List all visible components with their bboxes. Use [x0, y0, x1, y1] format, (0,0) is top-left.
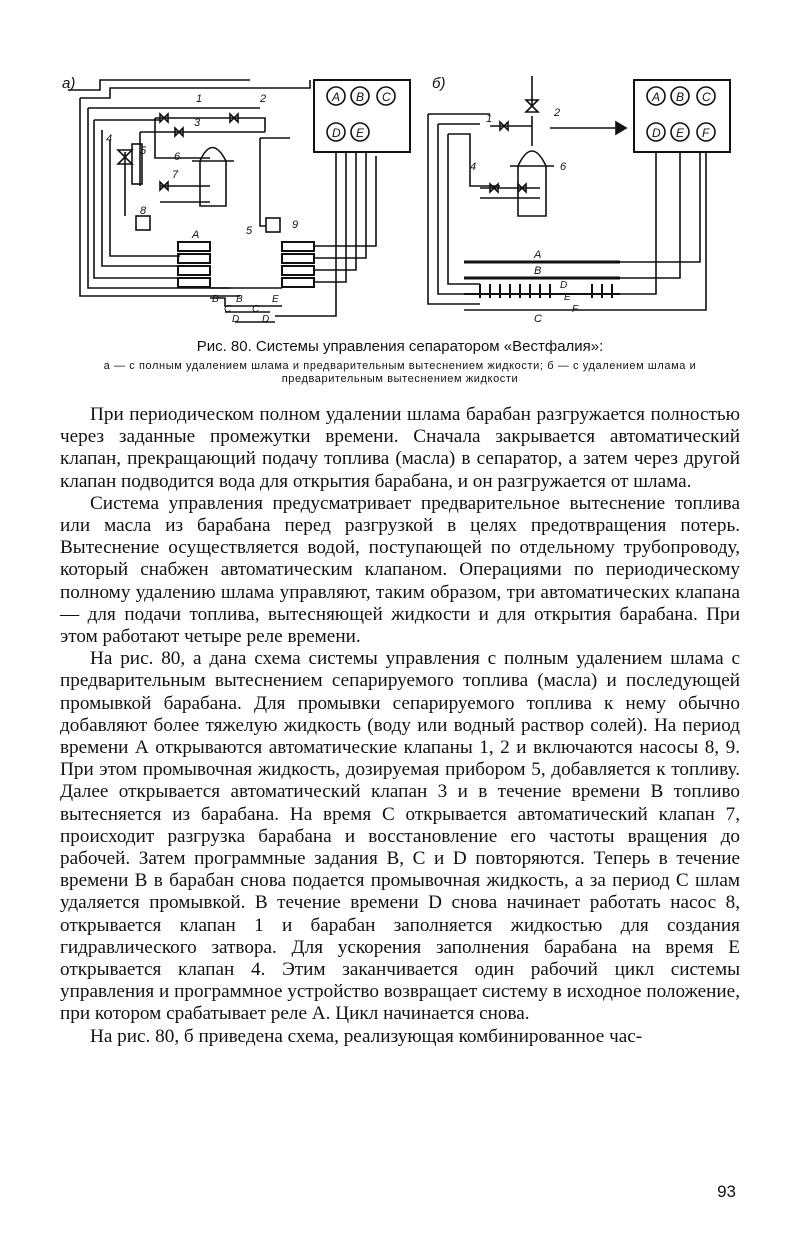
pump-8 [136, 216, 150, 230]
label-4-b: 4 [470, 161, 477, 173]
paragraph-3: На рис. 80, а дана схема системы управления с полным удалением шлама с предварительным вытеснением сепарируемого топлива (масла) и последующей промывкой барабана. Для промывки сепарируемого топлива к нему обычно добавляют более тяжелую жидкость (воду или водный раствор солей). На период времени А открываются автоматические клапаны 1, 2 и включаются насосы 8, 9. При этом промывочная жидкость, дозируемая прибором 5, добавляется к топливу. Далее открывается автоматический клапан 3 и в течение времени В топливо вытесняется из барабана. На время С открывается автоматический клапан 7, происходит разгрузка барабана и восстановление его частоты вращения до рабочей. Затем программные задания В, С и D повторяются. Теперь в течение времени В в барабан снова подается промывочная жидкость, а за период С шлам удаляется промывкой. В течение времени D снова начинает работать насос 8, открывается клапан 1 и барабан заполняется жидкостью для создания гидравлического затвора. Для ускорения заполнения барабана на время Е открывается клапан 4. Этим заканчивается один рабочий цикл системы управления и программное устройство возвращает систему в исходное положение, при котором срабатывает реле А. Цикл начинается снова. [60, 648, 740, 1025]
relay-E [351, 123, 369, 141]
paragraph-4: На рис. 80, б приведена схема, реализующая комбинированное час- [90, 1025, 643, 1047]
figure-caption-description: а — с полным удалением шлама и предварительным вытеснением жидкости; б — с удалением шлама и предварительным вытеснением жидкости [103, 360, 697, 385]
svg-text:A: A [534, 249, 542, 261]
label-9: 9 [292, 219, 299, 231]
svg-text:B: B [676, 90, 685, 104]
svg-text:A: A [192, 229, 200, 241]
label-3: 3 [194, 117, 201, 129]
panel-b-label: б) [432, 75, 446, 92]
paragraph-1: При периодическом полном удалении шлама барабан разгружается полностью через заданные промежутки времени. Сначала закрывается автоматический клапан, прекращающий подачу топлива (масла) в сепаратор, а затем через другой клапан подводится вода для открытия барабана, и он разгружается от шлама. [60, 404, 740, 492]
svg-text:D: D [232, 314, 240, 325]
label-5-lower: 5 [246, 225, 253, 237]
relay-D-b [647, 123, 665, 141]
svg-text:F: F [572, 304, 579, 315]
figure-caption-title: Рис. 80. Системы управления сепаратором «Вестфалия»: [196, 338, 604, 355]
paragraph-2: Система управления предусматривает предварительное вытеснение топлива или масла из барабана перед разгрузкой в целях предотвращения потерь. Вытеснение осуществляется водой, поступающей по отдельному трубопроводу, который снабжен автоматическим клапаном. Операциями по периодическому полному удалению шлама управляют, таким образом, три автоматических клапана — для подачи топлива, вытесняющей жидкости и для открытия барабана. При этом работают четыре реле времени. [60, 492, 740, 648]
label-2: 2 [260, 93, 267, 105]
label-6: 6 [174, 151, 181, 163]
svg-text:A: A [332, 90, 341, 104]
svg-text:E: E [564, 292, 571, 303]
svg-text:A: A [652, 90, 661, 104]
relay-E-b [671, 123, 689, 141]
label-8: 8 [140, 205, 147, 217]
label-1: 1 [196, 93, 203, 105]
figure-80 [60, 66, 740, 336]
relay-B-b [671, 87, 689, 105]
svg-text:C: C [702, 90, 711, 104]
svg-text:C: C [382, 90, 391, 104]
body-text [60, 404, 740, 1048]
label-1-b: 1 [486, 113, 493, 125]
page-number: 93 [717, 1182, 736, 1201]
panel-a-diagram [62, 75, 410, 325]
svg-text:B: B [212, 294, 219, 305]
svg-text:B: B [236, 294, 243, 305]
svg-text:E: E [272, 294, 279, 305]
label-7: 7 [172, 169, 179, 181]
relay-B [351, 87, 369, 105]
svg-text:F: F [702, 126, 710, 140]
relay-C [377, 87, 395, 105]
svg-text:B: B [356, 90, 365, 104]
separator-drum-6 [192, 148, 234, 207]
svg-text:E: E [676, 126, 685, 140]
svg-text:D: D [332, 126, 341, 140]
label-2-b: 2 [554, 107, 561, 119]
svg-text:E: E [356, 126, 365, 140]
relay-A [327, 87, 345, 105]
program-timer-b [464, 152, 706, 325]
pump-9 [266, 218, 280, 232]
panel-a-label: а) [62, 75, 76, 92]
svg-text:B: B [534, 265, 542, 277]
relay-F-b [697, 123, 715, 141]
svg-text:D: D [652, 126, 661, 140]
svg-text:C: C [534, 313, 542, 325]
label-6-b: 6 [560, 161, 567, 173]
svg-text:C: C [252, 304, 260, 315]
relay-D [327, 123, 345, 141]
program-timer-a [178, 152, 376, 325]
svg-text:D: D [560, 280, 568, 291]
svg-text:C: C [224, 304, 232, 315]
panel-b-diagram [428, 75, 730, 325]
separator-drum-6-b [510, 151, 554, 216]
label-5: 5 [140, 145, 147, 157]
relay-A-b [647, 87, 665, 105]
svg-text:D: D [262, 314, 270, 325]
label-4: 4 [106, 133, 113, 145]
relay-C-b [697, 87, 715, 105]
